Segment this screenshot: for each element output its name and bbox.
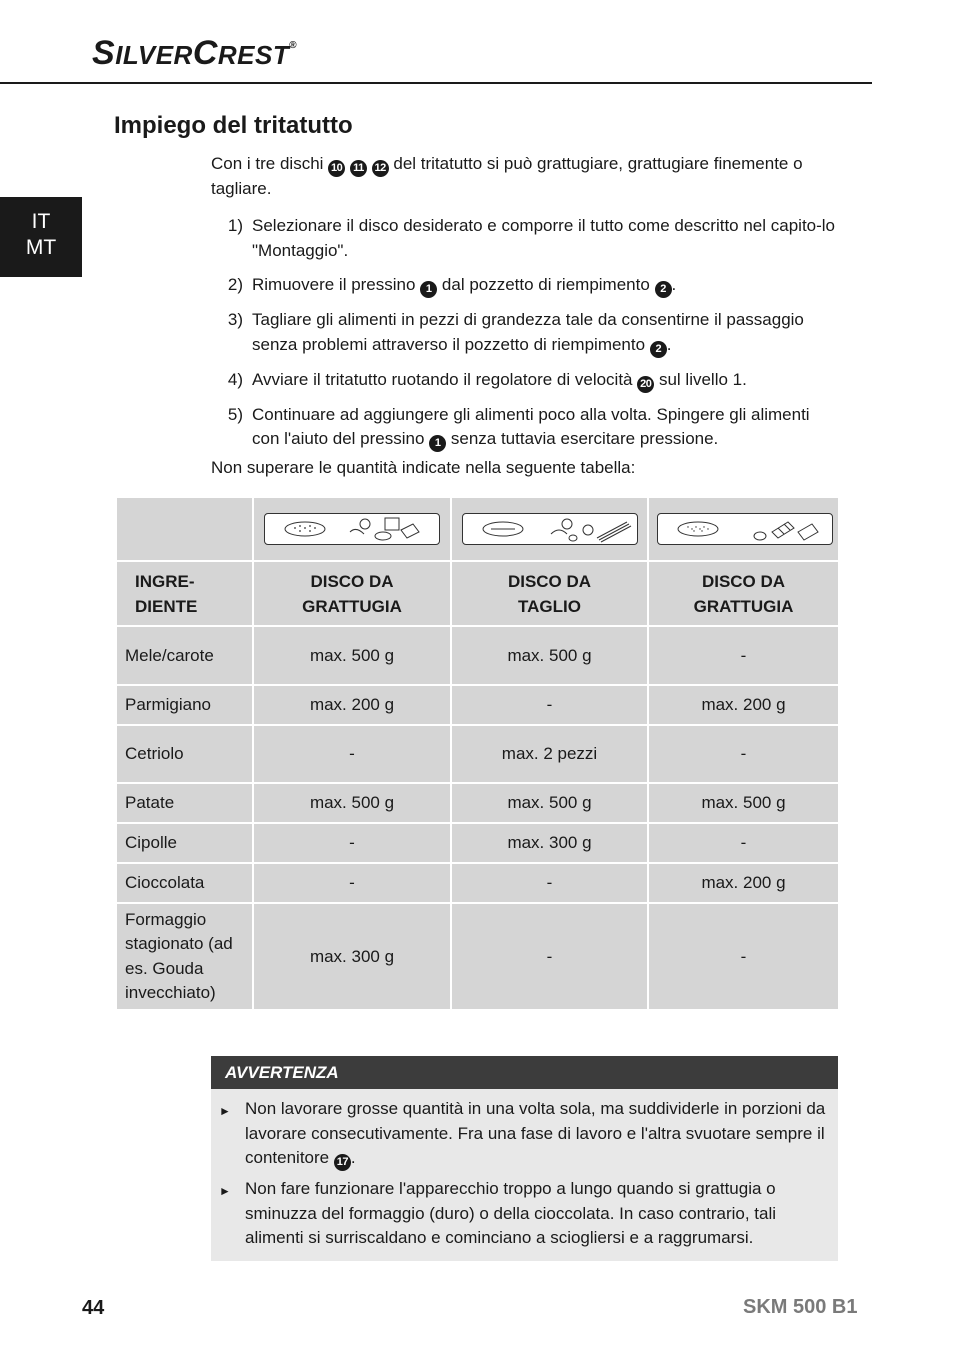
step-item: 2) Rimuovere il pressino 1 dal pozzetto di riempimento 2 . — [211, 273, 836, 298]
warning-item: ► Non lavorare grosse quantità in una volta sola, ma suddividerle in porzioni da lavorare consecutivamente. Fra una fase di lavoro e l'altra svuotare sempre il contenitore 17 . — [219, 1097, 828, 1171]
table-row — [116, 685, 839, 725]
header-fine-grating-disc: DISCO DA GRATTUGIA — [648, 561, 839, 626]
ref-badge: 17 — [334, 1154, 351, 1171]
quantity-cell: max. 500 g — [451, 783, 648, 823]
language-code-it: IT — [31, 210, 51, 233]
brand-logo: SILVERCREST® — [92, 34, 298, 72]
disc-image-cell — [253, 497, 451, 561]
table-row — [116, 863, 839, 903]
ref-badge: 12 — [372, 160, 389, 177]
fine-grating-disc-illustration — [657, 513, 833, 545]
quantity-cell: - — [648, 823, 839, 863]
quantity-cell: max. 500 g — [253, 626, 451, 685]
header-slicing-disc: DISCO DA TAGLIO — [451, 561, 648, 626]
quantity-cell: max. 200 g — [648, 685, 839, 725]
ref-badge: 1 — [420, 281, 437, 298]
quantity-cell: - — [253, 725, 451, 783]
section-title: Impiego del tritatutto — [114, 112, 353, 139]
quantity-cell: max. 500 g — [451, 626, 648, 685]
quantity-cell: max. 300 g — [253, 903, 451, 1010]
step-item: 4) Avviare il tritatutto ruotando il regolatore di velocità 20 sul livello 1. — [211, 368, 836, 393]
ingredient-cell: Patate — [116, 783, 253, 823]
ingredient-cell: Mele/carote — [116, 626, 253, 685]
table-header-row — [116, 561, 839, 626]
quantity-cell: max. 2 pezzi — [451, 725, 648, 783]
steps-list — [211, 214, 836, 462]
header-grating-disc: DISCO DA GRATTUGIA — [253, 561, 451, 626]
table-image-row — [116, 497, 839, 561]
warning-title: AVVERTENZA — [211, 1056, 838, 1089]
step-item: 5) Continuare ad aggiungere gli alimenti poco alla volta. Spingere gli alimenti con l'aiuto del pressino 1 senza tuttavia esercitare pressione. — [211, 403, 836, 453]
ref-badge: 2 — [655, 281, 672, 298]
quantity-cell: max. 200 g — [648, 863, 839, 903]
table-row — [116, 823, 839, 863]
page-number: 44 — [82, 1297, 105, 1319]
quantity-table — [115, 496, 840, 1011]
quantity-cell: - — [451, 863, 648, 903]
step-item: 3) Tagliare gli alimenti in pezzi di grandezza tale da consentirne il passaggio senza problemi attraverso il pozzetto di riempimento 2 . — [211, 308, 836, 358]
quantity-cell: max. 500 g — [648, 783, 839, 823]
ingredient-cell: Formaggio stagionato (ad es. Gouda invecchiato) — [116, 903, 253, 1010]
table-row — [116, 626, 839, 685]
ingredient-cell: Cioccolata — [116, 863, 253, 903]
triangle-bullet-icon: ► — [219, 1104, 231, 1118]
header-ingredient: INGRE- DIENTE — [116, 561, 253, 626]
table-row — [116, 783, 839, 823]
quantity-cell: - — [451, 685, 648, 725]
warning-body — [211, 1089, 838, 1261]
model-number: SKM 500 B1 — [743, 1296, 858, 1318]
warning-box — [211, 1056, 838, 1261]
ingredient-cell: Cipolle — [116, 823, 253, 863]
warning-item: ► Non fare funzionare l'apparecchio troppo a lungo quando si grattugia o sminuzza del formaggio (duro) o della cioccolata. In caso contrario, tali alimenti si surriscaldano e cominciano a sciogliersi e a raggrumarsi. — [219, 1177, 828, 1251]
language-code-mt: MT — [25, 236, 57, 259]
disc-image-cell — [648, 497, 839, 561]
table-row — [116, 903, 839, 1010]
ref-badge: 11 — [350, 160, 367, 177]
triangle-bullet-icon: ► — [219, 1184, 231, 1198]
quantity-cell: - — [253, 863, 451, 903]
intro-paragraph: Con i tre dischi 10 11 12 del tritatutto si può grattugiare, grattugiare finemente o tagliare. — [211, 154, 803, 198]
ingredient-cell: Cetriolo — [116, 725, 253, 783]
header-rule — [0, 82, 872, 84]
language-tab — [0, 197, 82, 277]
quantity-cell: - — [648, 626, 839, 685]
disc-image-cell — [451, 497, 648, 561]
quantity-cell: max. 500 g — [253, 783, 451, 823]
table-row — [116, 725, 839, 783]
ingredient-cell: Parmigiano — [116, 685, 253, 725]
quantity-cell: - — [253, 823, 451, 863]
quantity-cell: - — [648, 903, 839, 1010]
quantity-cell: - — [648, 725, 839, 783]
ref-badge: 2 — [650, 341, 667, 358]
step-item: 1) Selezionare il disco desiderato e comporre il tutto come descritto nel capito-lo "Montaggio". — [227, 216, 836, 260]
quantity-cell: - — [451, 903, 648, 1010]
quantity-cell: max. 300 g — [451, 823, 648, 863]
ref-badge: 1 — [429, 435, 446, 452]
slicing-disc-illustration — [462, 513, 638, 545]
ref-badge: 10 — [328, 160, 345, 177]
quantity-cell: max. 200 g — [253, 685, 451, 725]
table-note: Non superare le quantità indicate nella seguente tabella: — [211, 458, 636, 477]
grating-disc-illustration — [264, 513, 440, 545]
empty-cell — [116, 497, 253, 561]
ref-badge: 20 — [637, 376, 654, 393]
